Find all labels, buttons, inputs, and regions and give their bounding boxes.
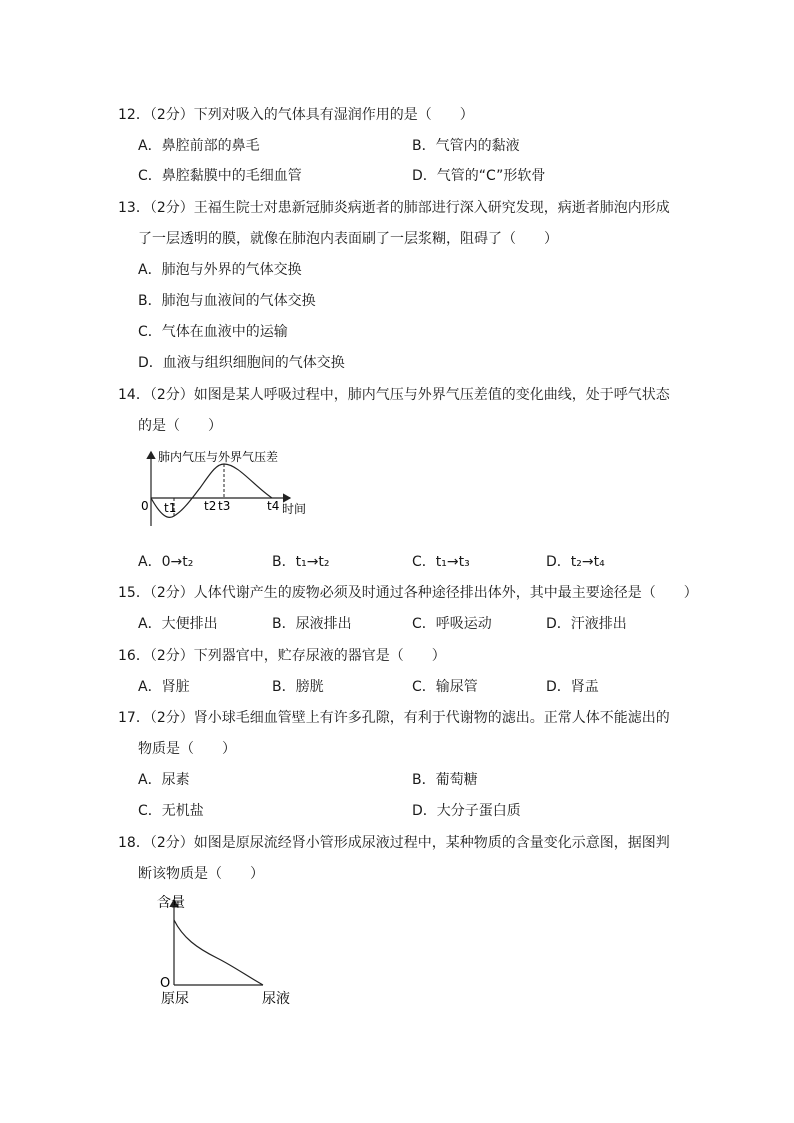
question-15-stem: 15．（2分）人体代谢产生的废物必须及时通过各种途径排出体外，其中最主要途径是（ ） — [118, 585, 698, 601]
q15-option-d: D．汗液排出 — [546, 616, 627, 632]
y-axis-label: 含量 — [157, 895, 185, 911]
origin-label: O — [160, 976, 171, 991]
question-17-stem-cont: 物质是（ ） — [138, 741, 236, 757]
q12-option-b: B．气管内的黏液 — [412, 138, 520, 154]
t1-label: t1 — [164, 501, 177, 515]
q16-option-d: D．肾盂 — [546, 679, 599, 695]
question-12-stem: 12．（2分）下列对吸入的气体具有湿润作用的是（ ） — [118, 107, 474, 123]
q14-option-d: D．t₂→t₄ — [546, 554, 605, 570]
q13-option-d: D．血液与组织细胞间的气体交换 — [138, 355, 345, 371]
q15-option-c: C．呼吸运动 — [412, 616, 492, 632]
q13-option-b: B．肺泡与血液间的气体交换 — [138, 293, 316, 309]
q12-option-c: C．鼻腔黏膜中的毛细血管 — [138, 168, 302, 184]
q14-option-a: A．0→t₂ — [138, 554, 194, 570]
y-axis-label: 肺内气压与外界气压差 — [158, 450, 279, 464]
q14-option-c: C．t₁→t₃ — [412, 554, 470, 570]
content-curve — [174, 920, 263, 985]
q17-option-b: B．葡萄糖 — [412, 772, 478, 788]
question-16-stem: 16．（2分）下列器官中，贮存尿液的器官是（ ） — [118, 648, 446, 664]
q17-option-d: D．大分子蛋白质 — [412, 803, 521, 819]
q12-option-d: D．气管的“C”形软骨 — [412, 168, 546, 184]
q13-option-a: A．肺泡与外界的气体交换 — [138, 262, 302, 278]
q16-option-b: B．膀胱 — [272, 679, 324, 695]
q16-option-c: C．输尿管 — [412, 679, 478, 695]
q13-option-c: C．气体在血液中的运输 — [138, 324, 288, 340]
q12-option-a: A．鼻腔前部的鼻毛 — [138, 138, 260, 154]
origin-label: 0 — [141, 499, 149, 513]
x-start-label: 原尿 — [161, 991, 189, 1007]
q16-option-a: A．肾脏 — [138, 679, 190, 695]
q17-option-a: A．尿素 — [138, 772, 190, 788]
question-14-stem: 14．（2分）如图是某人呼吸过程中，肺内气压与外界气压差值的变化曲线，处于呼气状态 — [118, 387, 670, 403]
t3-label: t3 — [218, 499, 231, 513]
q15-option-a: A．大便排出 — [138, 616, 218, 632]
x-axis-label: 时间 — [282, 502, 307, 516]
t4-label: t4 — [267, 499, 280, 513]
substance-content-figure — [155, 890, 305, 1008]
q14-option-b: B．t₁→t₂ — [272, 554, 330, 570]
pressure-difference-figure — [136, 446, 316, 526]
question-13-stem: 13．（2分）王福生院士对患新冠肺炎病逝者的肺部进行深入研究发现，病逝者肺泡内形成 — [118, 200, 670, 216]
question-14-stem-cont: 的是（ ） — [138, 418, 222, 434]
q17-option-c: C．无机盐 — [138, 803, 204, 819]
question-17-stem: 17．（2分）肾小球毛细血管壁上有许多孔隙，有利于代谢物的滤出。正常人体不能滤出的 — [118, 710, 670, 726]
question-13-stem-cont: 了一层透明的膜，就像在肺泡内表面刷了一层浆糊，阻碍了（ ） — [138, 231, 558, 247]
question-18-stem-cont: 断该物质是（ ） — [138, 866, 264, 882]
t2-label: t2 — [204, 499, 217, 513]
q15-option-b: B．尿液排出 — [272, 616, 352, 632]
question-18-stem: 18．（2分）如图是原尿流经肾小管形成尿液过程中，某种物质的含量变化示意图，据图判 — [118, 835, 670, 851]
x-end-label: 尿液 — [262, 991, 290, 1007]
